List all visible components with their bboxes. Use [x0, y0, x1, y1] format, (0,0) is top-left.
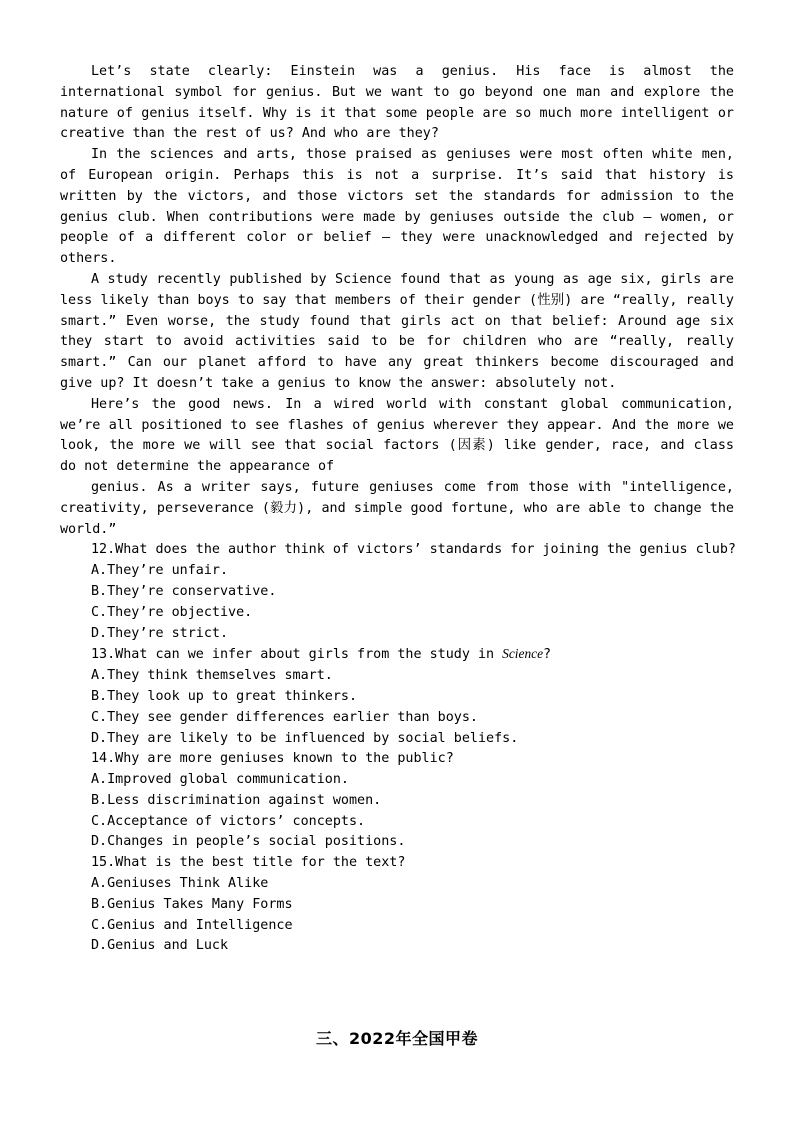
option-a: A.Geniuses Think Alike: [91, 876, 269, 892]
option-b: B.Less discrimination against women.: [91, 792, 382, 808]
stem-journal-name: Science: [502, 646, 544, 662]
question-13: [60, 644, 734, 749]
question-stem: [60, 644, 734, 666]
passage-paragraph-2: In the sciences and arts, those praised as geniuses were most often white men, of European origin. Perhaps this is not a surprise. It’s said that history is written by the victors, and those victors set the standards for admission to the genius club. When contributions were made by geniuses outside the club — women, or people of a different color or belief — they were unacknowledged and rejected by others.: [60, 147, 734, 267]
option-d: D.Genius and Luck: [91, 938, 229, 954]
option-b: B.Genius Takes Many Forms: [91, 896, 293, 912]
reading-passage: [60, 62, 734, 540]
passage-paragraph-1: Let’s state clearly: Einstein was a genius. His face is almost the international symbol for genius. But we want to go beyond one man and explore the nature of genius itself. Why is it that some people are so much more intelligent or creative than the rest of us? And who are they?: [60, 64, 734, 142]
option-b: B.They’re conservative.: [91, 583, 277, 599]
stem-text: 13.What can we infer about girls from the study in: [91, 647, 503, 663]
option-c: C.Genius and Intelligence: [91, 917, 293, 933]
passage-paragraph-3: A study recently published by Science found that as young as age six, girls are less likely than boys to say that members of their gender (性别) are “really, really smart.” Even worse, the study found that girls act on that belief: Around age six they start to avoid activities said to be for children who are “really, really smart.” Can our planet afford to have any great thinkers become discouraged and give up? It doesn’t take a genius to know the answer: absolutely not.: [60, 271, 734, 391]
section-heading: 三、2022年全国甲卷: [315, 1029, 479, 1048]
option-b: B.They look up to great thinkers.: [91, 688, 358, 704]
stem-end: ?: [543, 647, 552, 663]
question-stem: 12.What does the author think of victors’ standards for joining the genius club?: [91, 542, 736, 558]
option-c: C.They see gender differences earlier than boys.: [91, 709, 478, 725]
question-15: [60, 853, 734, 957]
question-stem: 14.Why are more geniuses known to the public?: [91, 751, 454, 767]
question-14: [60, 749, 734, 853]
passage-paragraph-4: Here’s the good news. In a wired world with constant global communication, we’re all positioned to see flashes of genius wherever they appear. And the more we look, the more we will see that social factors (因素) like gender, race, and class do not determine the appearance of: [60, 396, 734, 475]
option-c: C.They’re objective.: [91, 604, 253, 620]
option-c: C.Acceptance of victors’ concepts.: [91, 813, 366, 829]
option-d: D.Changes in people’s social positions.: [91, 834, 406, 850]
document-body: [60, 62, 734, 957]
option-a: A.They think themselves smart.: [91, 668, 333, 684]
option-d: D.They are likely to be influenced by social beliefs.: [91, 730, 519, 746]
question-12: [60, 540, 734, 644]
option-d: D.They’re strict.: [91, 625, 229, 641]
option-a: A.They’re unfair.: [91, 563, 229, 579]
question-stem: 15.What is the best title for the text?: [91, 855, 406, 871]
passage-paragraph-5: genius. As a writer says, future geniuses come from those with "intelligence, creativity, perseverance (毅力), and simple good fortune, who are able to change the world.”: [60, 479, 734, 537]
option-a: A.Improved global communication.: [91, 772, 349, 788]
